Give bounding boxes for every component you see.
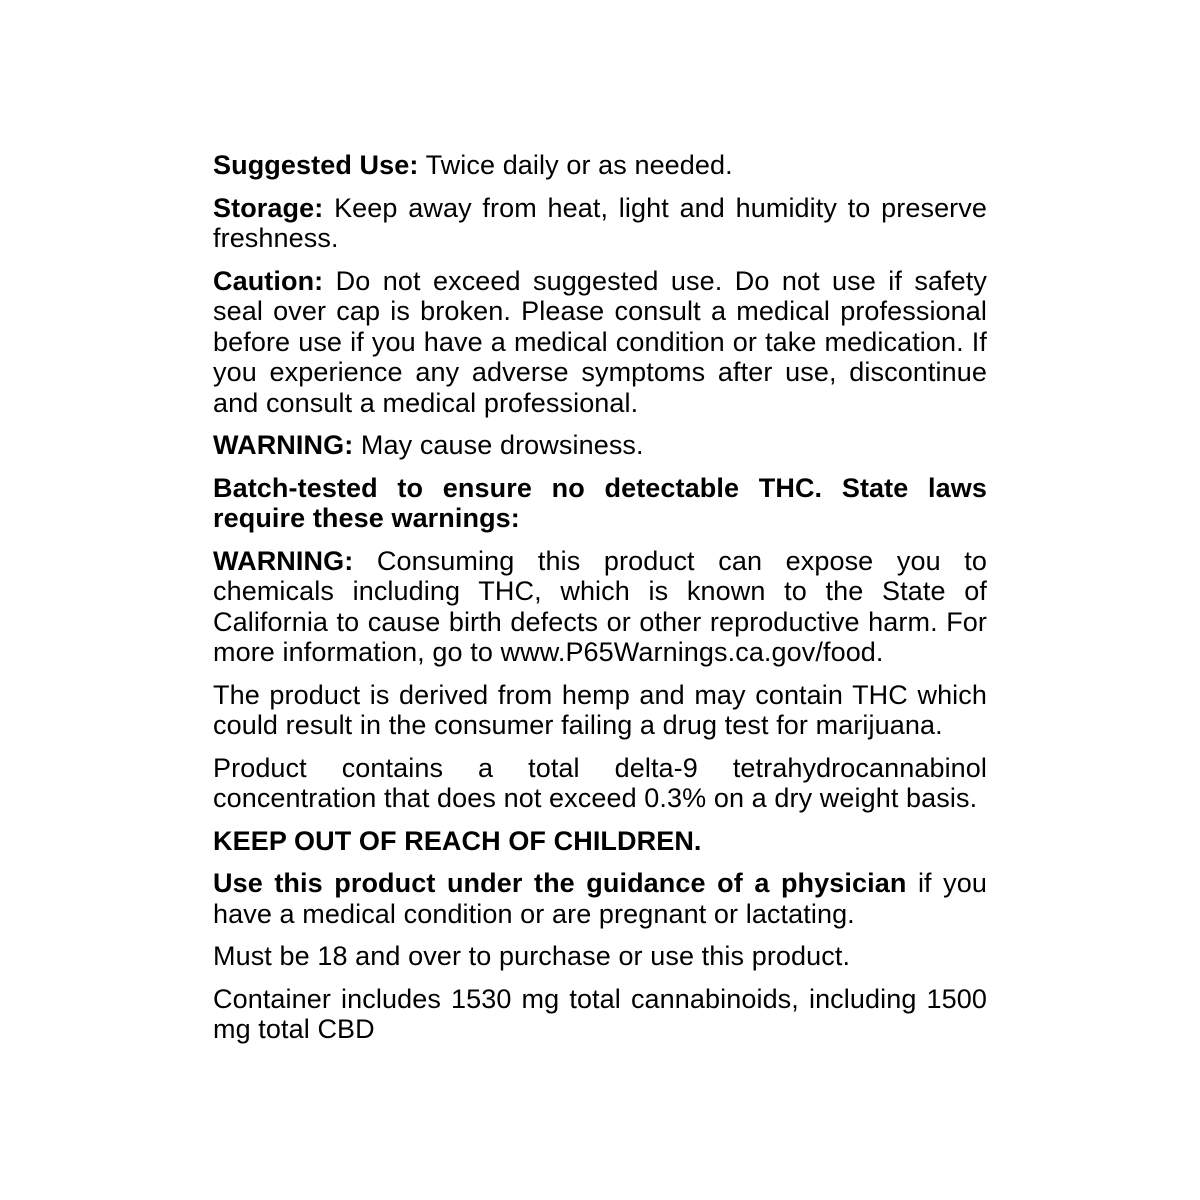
paragraph-body: May cause drowsiness. <box>360 430 644 460</box>
paragraph-body: The product is derived from hemp and may contain THC which could result in the consumer failing a drug test for marijuana. <box>213 679 987 740</box>
paragraph-body: if you have a medical condition or are pregnant or lactating. <box>213 868 987 929</box>
paragraph-lead: WARNING: <box>213 545 354 576</box>
paragraph-lead: Use this product under the guidance of a physician <box>213 868 907 898</box>
paragraph-lead: WARNING: <box>213 430 354 460</box>
paragraph-lead: Storage: <box>213 192 324 223</box>
paragraph-lead: Batch-tested to ensure no detectable THC. State laws require these warnings: <box>213 472 987 533</box>
label-panel <box>213 150 987 1045</box>
paragraph-body: Container includes 1530 mg total cannabinoids, including 1500 mg total CBD <box>213 983 987 1044</box>
paragraph-physician-guidance <box>213 868 987 929</box>
paragraph-caution <box>213 266 987 419</box>
paragraph-body: Consuming this product can expose you to chemicals including THC, which is known to the State of California to cause birth defects or other reproductive harm. For more information, go to www.P65Warnings.ca.gov/food. <box>213 545 987 667</box>
paragraph-warning-drowsiness <box>213 430 987 461</box>
paragraph-suggested-use <box>213 150 987 181</box>
paragraph-cannabinoid-content <box>213 984 987 1045</box>
paragraph-warning-prop65 <box>213 546 987 668</box>
paragraph-lead: Caution: <box>213 265 324 296</box>
paragraph-keep-out-of-reach <box>213 826 987 857</box>
paragraph-age-requirement <box>213 941 987 972</box>
paragraph-hemp-thc <box>213 680 987 741</box>
paragraph-body: Twice daily or as needed. <box>425 150 733 180</box>
paragraph-storage <box>213 193 987 254</box>
paragraph-delta9-concentration <box>213 753 987 814</box>
paragraph-body: Keep away from heat, light and humidity to preserve freshness. <box>213 192 987 253</box>
paragraph-body: Must be 18 and over to purchase or use this product. <box>213 941 851 971</box>
paragraph-lead: Suggested Use: <box>213 150 419 180</box>
paragraph-body: Do not exceed suggested use. Do not use if safety seal over cap is broken. Please consult a medical professional before use if you have a medical condition or take medication. If you experience any adverse symptoms after use, discontinue and consult a medical professional. <box>213 265 987 418</box>
paragraph-batch-tested <box>213 473 987 534</box>
paragraph-lead: KEEP OUT OF REACH OF CHILDREN. <box>213 825 702 856</box>
paragraph-body: Product contains a total delta-9 tetrahydrocannabinol concentration that does not exceed 0.3% on a dry weight basis. <box>213 752 987 813</box>
